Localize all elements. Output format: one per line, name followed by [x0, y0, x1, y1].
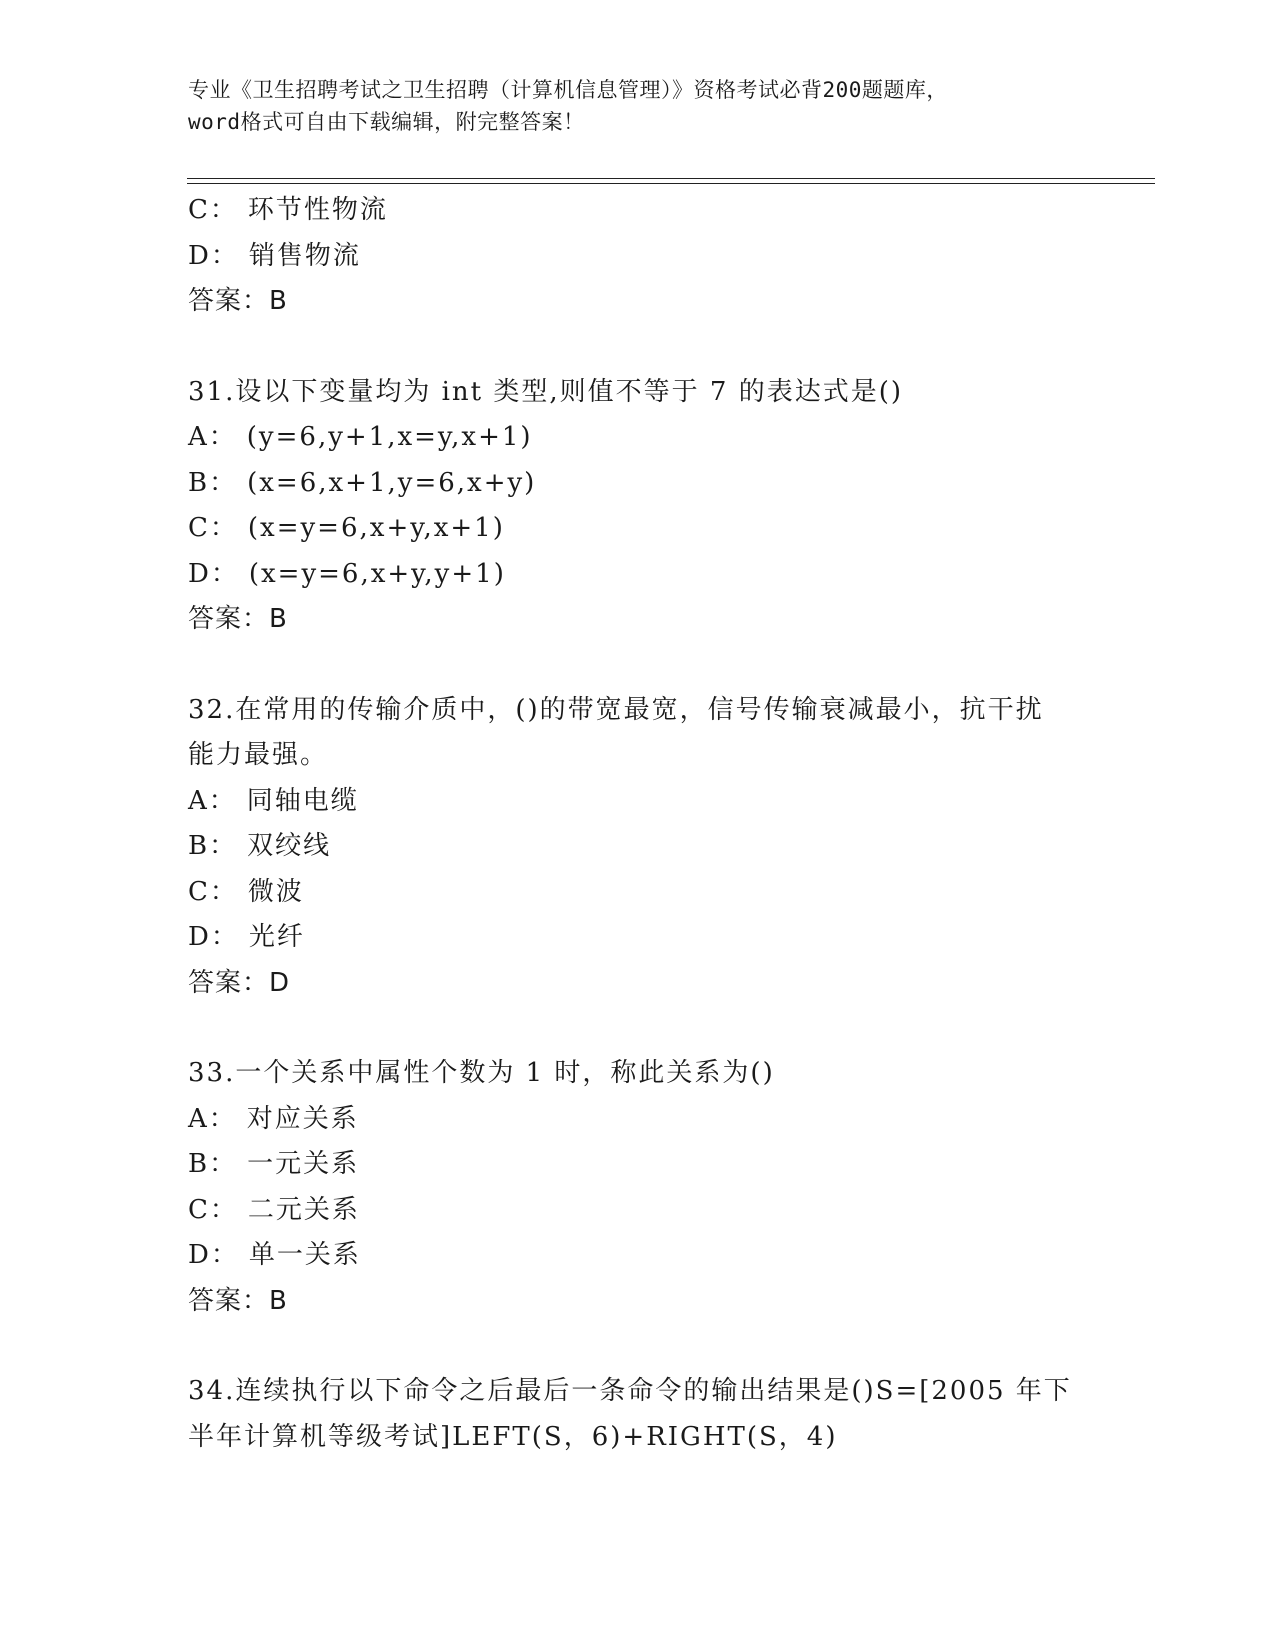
option-text: (x=y=6,x+y,x+1) [247, 513, 505, 543]
option-text: 单一关系 [248, 1240, 361, 1270]
option-text: 双绞线 [247, 831, 332, 861]
option-key: D： [188, 240, 239, 271]
header-line-1: 专业《卫生招聘考试之卫生招聘（计算机信息管理）》资格考试必背200题题库， [188, 78, 948, 102]
option-text: 光纤 [248, 922, 305, 952]
option-row [188, 1188, 1088, 1234]
question-title: 31.设以下变量均为 int 类型,则值不等于 7 的表达式是() [188, 376, 904, 407]
option-key: C： [188, 195, 238, 225]
option-row [188, 870, 1088, 916]
header-divider-top [187, 178, 1155, 179]
option-key: C： [188, 513, 238, 543]
option-text: (x=6,x+1,y=6,x+y) [247, 467, 537, 498]
question-title: 33.一个关系中属性个数为 1 时，称此关系为() [188, 1058, 775, 1088]
answer-line: 答案：D [188, 967, 291, 998]
option-key: A： [188, 1103, 237, 1134]
prev-question [188, 188, 1088, 325]
option-text: 微波 [247, 876, 304, 907]
option-row [188, 1142, 1088, 1188]
option-row [188, 779, 1088, 825]
option-row [188, 461, 1088, 507]
question-title: 34.连续执行以下命令之后最后一条命令的输出结果是()S=[2005 年下 [188, 1376, 1072, 1406]
question-title-continued: 半年计算机等级考试]LEFT(S，6)+RIGHT(S，4) [188, 1421, 838, 1452]
header-divider-bottom [187, 183, 1155, 184]
question-31 [188, 370, 1088, 643]
option-text: 同轴电缆 [246, 785, 359, 816]
option-row [188, 824, 1088, 870]
option-row [188, 1233, 1088, 1279]
question-title: 32.在常用的传输介质中，()的带宽最宽，信号传输衰减最小，抗干扰 [188, 694, 1044, 725]
option-text: 环节性物流 [247, 195, 388, 225]
answer-line: 答案：B [188, 286, 288, 316]
question-title-continued: 能力最强。 [188, 740, 329, 770]
option-row [188, 1097, 1088, 1143]
question-33 [188, 1051, 1088, 1324]
option-key: B： [188, 467, 238, 498]
option-key: B： [188, 831, 238, 861]
option-text: (x=y=6,x+y,y+1) [248, 558, 506, 589]
option-key: D： [188, 922, 239, 952]
question-32 [188, 688, 1088, 1007]
option-text: 二元关系 [247, 1194, 360, 1225]
option-key: C： [188, 876, 238, 907]
option-text: 销售物流 [248, 240, 361, 271]
option-key: C： [188, 1194, 238, 1225]
option-key: A： [188, 785, 237, 816]
option-row [188, 234, 1088, 280]
question-list [188, 188, 1088, 1460]
option-row [188, 915, 1088, 961]
option-text: 对应关系 [246, 1103, 359, 1134]
option-row [188, 506, 1088, 552]
option-key: A： [188, 422, 237, 452]
option-row [188, 188, 1088, 234]
option-text: (y=6,y+1,x=y,x+1) [246, 422, 533, 452]
option-key: D： [188, 558, 239, 589]
answer-line: 答案：B [188, 604, 288, 634]
answer-line: 答案：B [188, 1285, 288, 1316]
option-key: B： [188, 1149, 238, 1179]
document-header [188, 74, 1088, 138]
option-text: 一元关系 [247, 1149, 360, 1179]
option-key: D： [188, 1240, 239, 1270]
option-row [188, 552, 1088, 598]
header-line-2: word格式可自由下载编辑，附完整答案！ [188, 110, 585, 134]
option-row [188, 415, 1088, 461]
question-34 [188, 1369, 1088, 1460]
